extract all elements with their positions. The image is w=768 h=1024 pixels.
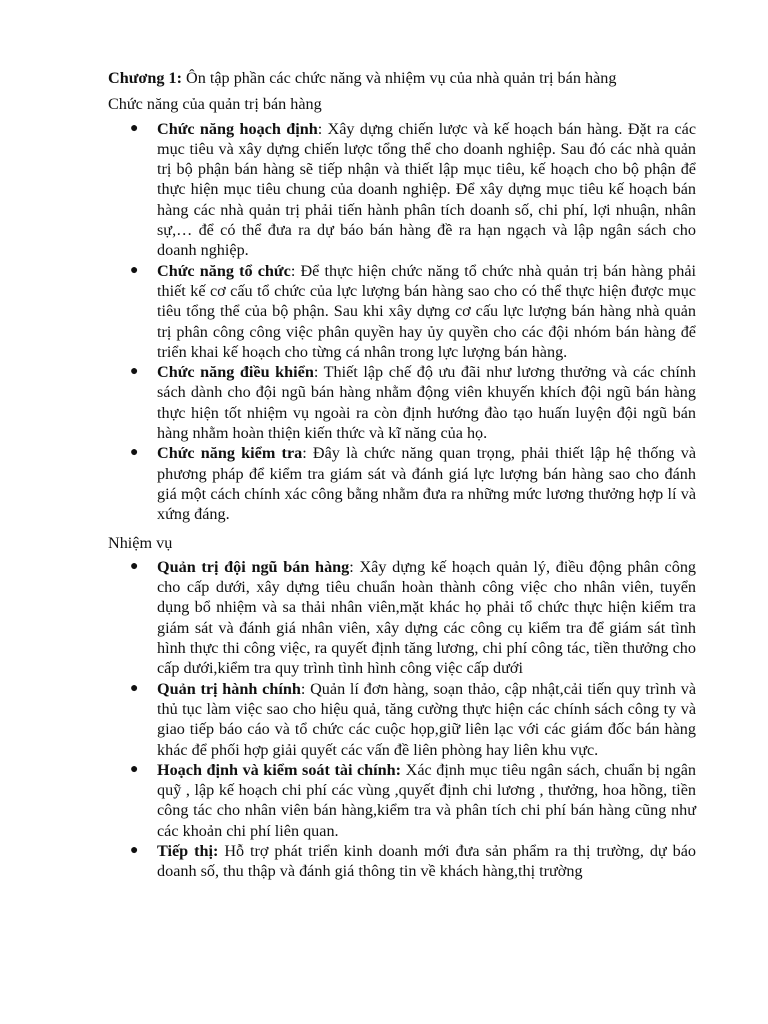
list-item xyxy=(108,261,696,362)
item-text: Xác định mục tiêu ngân sách, chuẩn bị ngân quỹ , lập kế hoạch chi phí các vùng ,quyết định chi lương , thưởng, hoa hồng, tiền công tác cho nhân viên bán hàng,kiểm tra và phân tích chi phí bán hàng cũng như các khoản chi phí liên quan. xyxy=(157,760,696,840)
item-text: : Đây là chức năng quan trọng, phải thiết lập hệ thống và phương pháp để kiểm tra giám sát và đánh giá lực lượng bán hàng sao cho đánh giá một cách chính xác công bằng nhằm đưa ra những mức lương thưởng hợp lí và xứng đáng. xyxy=(157,444,697,524)
document-page xyxy=(108,68,696,882)
item-term: Quản trị đội ngũ bán hàng xyxy=(157,557,350,576)
list-item xyxy=(108,119,696,261)
item-term: Tiếp thị: xyxy=(157,841,219,860)
chapter-label: Chương 1: xyxy=(108,69,182,87)
bullet-icon: ● xyxy=(130,120,139,136)
list-item xyxy=(108,362,696,443)
bullet-icon: ● xyxy=(130,761,139,777)
item-text: : Xây dựng chiến lược và kế hoạch bán hàng. Đặt ra các mục tiêu và xây dựng chiến lược tổng thể cho doanh nghiệp. Sau đó các nhà quản trị bộ phận bán hàng sẽ tiếp nhận và thiết lập mục tiêu, kế hoạch cho bộ phận để thực hiện mục tiêu chung của doanh nghiệp. Để xây dựng mục tiêu kế hoạch bán hàng các nhà quản trị phải tiến hành phân tích doanh số, chi phí, lợi nhuận, nhân sự,… để có thể đưa ra dự báo bán hàng đề ra hạn ngạch và lập ngân sách cho doanh nghiệp. xyxy=(157,119,697,260)
item-term: Chức năng hoạch định xyxy=(157,119,318,138)
item-text: : Quản lí đơn hàng, soạn thảo, cập nhật,cải tiến quy trình và thủ tục làm việc sao cho hiệu quả, tăng cường thực hiện các chính sách công ty và giao tiếp báo cáo và tổ chức các cuộc họp,giữ liên lạc với các giám đốc bán hàng khác để phối hợp giải quyết các vấn đề liên phòng hay liên khu vực. xyxy=(157,679,697,759)
bullet-icon: ● xyxy=(130,558,139,574)
chapter-heading xyxy=(108,68,696,88)
item-term: Hoạch định và kiểm soát tài chính: xyxy=(157,760,402,779)
item-term: Chức năng tổ chức xyxy=(157,261,291,280)
list-item xyxy=(108,443,696,524)
bullet-icon: ● xyxy=(130,262,139,278)
bullet-icon: ● xyxy=(130,842,139,858)
chapter-title: Ôn tập phần các chức năng và nhiệm vụ của nhà quản trị bán hàng xyxy=(182,69,617,87)
item-text: : Thiết lập chế độ ưu đãi như lương thưởng và các chính sách dành cho đội ngũ bán hàng nhằm động viên khuyến khích đội ngũ bán hàng thực hiện tốt nhiệm vụ ngoài ra còn định hướng đào tạo huấn luyện đội ngũ bán hàng nhằm hoàn thiện kiến thức và kĩ năng của họ. xyxy=(157,363,696,443)
item-term: Quản trị hành chính xyxy=(157,679,301,698)
item-text: Hỗ trợ phát triển kinh doanh mới đưa sản phẩm ra thị trường, dự báo doanh số, thu thập và đánh giá thông tin về khách hàng,thị trường xyxy=(157,841,696,881)
item-text: : Xây dựng kế hoạch quản lý, điều động phân công cho cấp dưới, xây dựng tiêu chuẩn hoàn thành công việc cho nhân viên, tuyển dụng bổ nhiệm và sa thải nhân viên,mặt khác họ phải tổ chức thực hiện kiểm tra giám sát và đánh giá nhân viên, xây dựng các công cụ kiểm tra để giám sát tình hình thực thi công việc, ra quyết định tăng lương, chi phí công tác, tiền thưởng cho cấp dưới,kiểm tra quy trình tình hình công việc cấp dưới xyxy=(157,557,697,678)
list-item xyxy=(108,760,696,841)
duties-list xyxy=(108,557,696,882)
list-item xyxy=(108,841,696,882)
list-item xyxy=(108,679,696,760)
bullet-icon: ● xyxy=(130,445,139,461)
functions-list xyxy=(108,119,696,525)
item-text: : Để thực hiện chức năng tổ chức nhà quản trị bán hàng phải thiết kế cơ cấu tổ chức của lực lượng bán hàng sao cho có thể thực hiện được mục tiêu tổng thể của bộ phận. Sau khi xây dựng cơ cấu lực lượng bán hàng nhà quản trị phân công công việc phân quyền hay ủy quyền cho các đội nhóm bán hàng để triển khai kế hoạch cho từng cá nhân trong lực lượng bán hàng. xyxy=(157,261,696,361)
bullet-icon: ● xyxy=(130,364,139,380)
duties-section-title: Nhiệm vụ xyxy=(108,533,173,552)
item-term: Chức năng điều khiển xyxy=(157,363,314,382)
functions-section-title: Chức năng của quản trị bán hàng xyxy=(108,95,322,114)
list-item xyxy=(108,557,696,679)
item-term: Chức năng kiểm tra xyxy=(157,444,303,463)
bullet-icon: ● xyxy=(130,680,139,696)
